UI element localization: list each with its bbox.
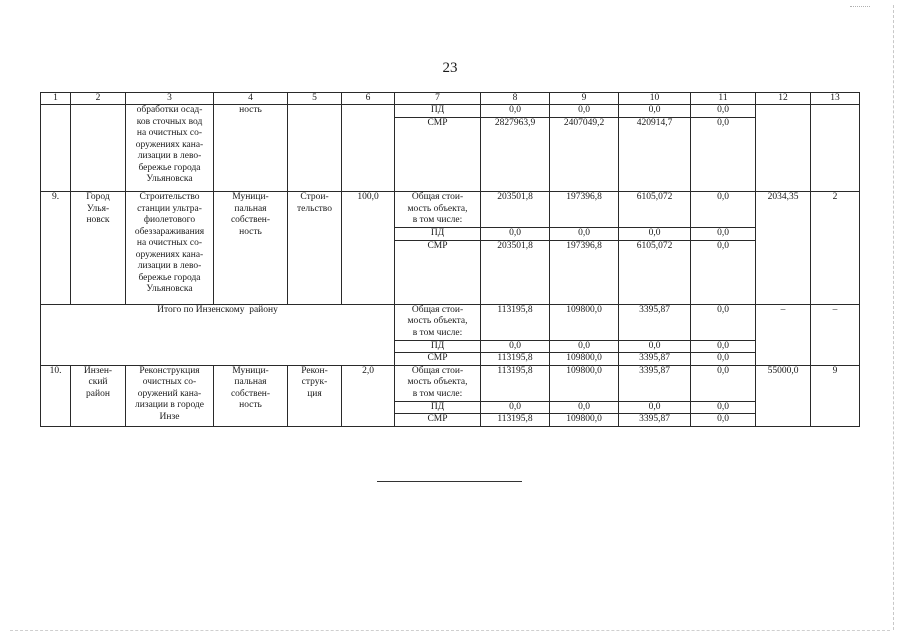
cell-empty bbox=[288, 105, 342, 192]
value-cell: 109800,0 bbox=[550, 414, 619, 427]
object-name: Реконструкция очистных со- оружений кана- лизации в городе Инзе bbox=[126, 365, 214, 426]
value-cell: 0,0 bbox=[550, 228, 619, 241]
value-cell: 2 bbox=[811, 192, 860, 305]
value-cell: 3395,87 bbox=[619, 414, 691, 427]
header-cell: 2 bbox=[71, 93, 126, 105]
cell-empty bbox=[41, 105, 71, 192]
cell-empty bbox=[342, 105, 395, 192]
row-number: 9. bbox=[41, 192, 71, 305]
location: Инзен- ский район bbox=[71, 365, 126, 426]
header-cell: 3 bbox=[126, 93, 214, 105]
value-cell: 55000,0 bbox=[756, 365, 811, 426]
value-cell: 0,0 bbox=[691, 414, 756, 427]
value-cell: 0,0 bbox=[619, 340, 691, 353]
value-cell: 2827963,9 bbox=[481, 118, 550, 192]
ownership: ность bbox=[214, 105, 288, 192]
value-cell: 0,0 bbox=[691, 353, 756, 366]
value-cell: 2034,35 bbox=[756, 192, 811, 305]
cell-empty bbox=[756, 105, 811, 192]
row-number: 10. bbox=[41, 365, 71, 426]
table-row bbox=[41, 192, 860, 228]
readiness: 2,0 bbox=[342, 365, 395, 426]
header-cell: 8 bbox=[481, 93, 550, 105]
cost-type-smr: СМР bbox=[395, 118, 481, 192]
value-cell: 0,0 bbox=[691, 340, 756, 353]
value-cell: 109800,0 bbox=[550, 365, 619, 401]
value-cell: 6105,072 bbox=[619, 240, 691, 304]
cost-type-pd: ПД bbox=[395, 105, 481, 118]
header-cell: 1 bbox=[41, 93, 71, 105]
location: Город Улья- новск bbox=[71, 192, 126, 305]
header-cell: 10 bbox=[619, 93, 691, 105]
value-cell: 113195,8 bbox=[481, 414, 550, 427]
value-cell: 113195,8 bbox=[481, 365, 550, 401]
scan-mark bbox=[850, 6, 870, 10]
value-cell: 0,0 bbox=[619, 401, 691, 414]
header-cell: 13 bbox=[811, 93, 860, 105]
header-cell: 6 bbox=[342, 93, 395, 105]
page-edge-right bbox=[893, 5, 895, 630]
value-cell: 420914,7 bbox=[619, 118, 691, 192]
table-row bbox=[41, 365, 860, 401]
cost-type-smr: СМР bbox=[395, 414, 481, 427]
value-cell: 0,0 bbox=[691, 118, 756, 192]
value-cell: 0,0 bbox=[619, 105, 691, 118]
ownership: Муници- пальная собствен- ность bbox=[214, 192, 288, 305]
cost-type-pd: ПД bbox=[395, 228, 481, 241]
value-cell: 197396,8 bbox=[550, 240, 619, 304]
cost-type-total: Общая стои- мость объекта, в том числе: bbox=[395, 192, 481, 228]
value-cell: 0,0 bbox=[550, 105, 619, 118]
value-cell: 0,0 bbox=[481, 228, 550, 241]
header-cell: 12 bbox=[756, 93, 811, 105]
value-cell: 3395,87 bbox=[619, 365, 691, 401]
value-cell: 0,0 bbox=[691, 228, 756, 241]
value-cell: 203501,8 bbox=[481, 240, 550, 304]
value-cell: 0,0 bbox=[481, 401, 550, 414]
header-cell: 11 bbox=[691, 93, 756, 105]
table-row bbox=[41, 105, 860, 118]
cost-type-pd: ПД bbox=[395, 340, 481, 353]
cost-type-smr: СМР bbox=[395, 240, 481, 304]
value-cell: 0,0 bbox=[550, 340, 619, 353]
value-cell: 0,0 bbox=[691, 105, 756, 118]
header-cell: 4 bbox=[214, 93, 288, 105]
value-cell: 113195,8 bbox=[481, 353, 550, 366]
value-cell: 109800,0 bbox=[550, 353, 619, 366]
value-cell: 3395,87 bbox=[619, 353, 691, 366]
value-cell: 2407049,2 bbox=[550, 118, 619, 192]
value-cell: 0,0 bbox=[691, 365, 756, 401]
value-cell: 0,0 bbox=[550, 401, 619, 414]
header-cell: 5 bbox=[288, 93, 342, 105]
table-row bbox=[41, 304, 860, 340]
value-cell: 0,0 bbox=[691, 240, 756, 304]
value-cell: – bbox=[811, 304, 860, 365]
value-cell: 0,0 bbox=[481, 105, 550, 118]
object-name: Строительство станции ультра- фиолетового обеззараживания на очистных со- оружениях кана- лизации в лево- бережье города Ульяновска bbox=[126, 192, 214, 305]
value-cell: 0,0 bbox=[619, 228, 691, 241]
value-cell: 3395,87 bbox=[619, 304, 691, 340]
cost-type-smr: СМР bbox=[395, 353, 481, 366]
readiness: 100,0 bbox=[342, 192, 395, 305]
page-number: 23 bbox=[442, 60, 458, 76]
value-cell: 197396,8 bbox=[550, 192, 619, 228]
table-header-row bbox=[41, 93, 860, 105]
value-cell: 6105,072 bbox=[619, 192, 691, 228]
value-cell: 203501,8 bbox=[481, 192, 550, 228]
cost-type-pd: ПД bbox=[395, 401, 481, 414]
value-cell: 0,0 bbox=[691, 192, 756, 228]
cell-empty bbox=[811, 105, 860, 192]
investment-table bbox=[40, 92, 860, 427]
ownership: Муници- пальная собствен- ность bbox=[214, 365, 288, 426]
value-cell: 0,0 bbox=[481, 340, 550, 353]
subtotal-label: Итого по Инзенскому району bbox=[41, 304, 395, 365]
closing-rule-line bbox=[377, 481, 522, 482]
header-cell: 9 bbox=[550, 93, 619, 105]
page-edge-bottom bbox=[10, 630, 890, 632]
work-type: Строи- тельство bbox=[288, 192, 342, 305]
cost-type-total: Общая стои- мость объекта, в том числе: bbox=[395, 304, 481, 340]
value-cell: 0,0 bbox=[691, 401, 756, 414]
value-cell: 9 bbox=[811, 365, 860, 426]
work-type: Рекон- струк- ция bbox=[288, 365, 342, 426]
header-cell: 7 bbox=[395, 93, 481, 105]
value-cell: – bbox=[756, 304, 811, 365]
value-cell: 113195,8 bbox=[481, 304, 550, 340]
value-cell: 0,0 bbox=[691, 304, 756, 340]
value-cell: 109800,0 bbox=[550, 304, 619, 340]
cell-empty bbox=[71, 105, 126, 192]
object-name: обработки осад- ков сточных вод на очистных со- оружениях кана- лизации в лево- бережье города Ульяновска bbox=[126, 105, 214, 192]
cost-type-total: Общая стои- мость объекта, в том числе: bbox=[395, 365, 481, 401]
